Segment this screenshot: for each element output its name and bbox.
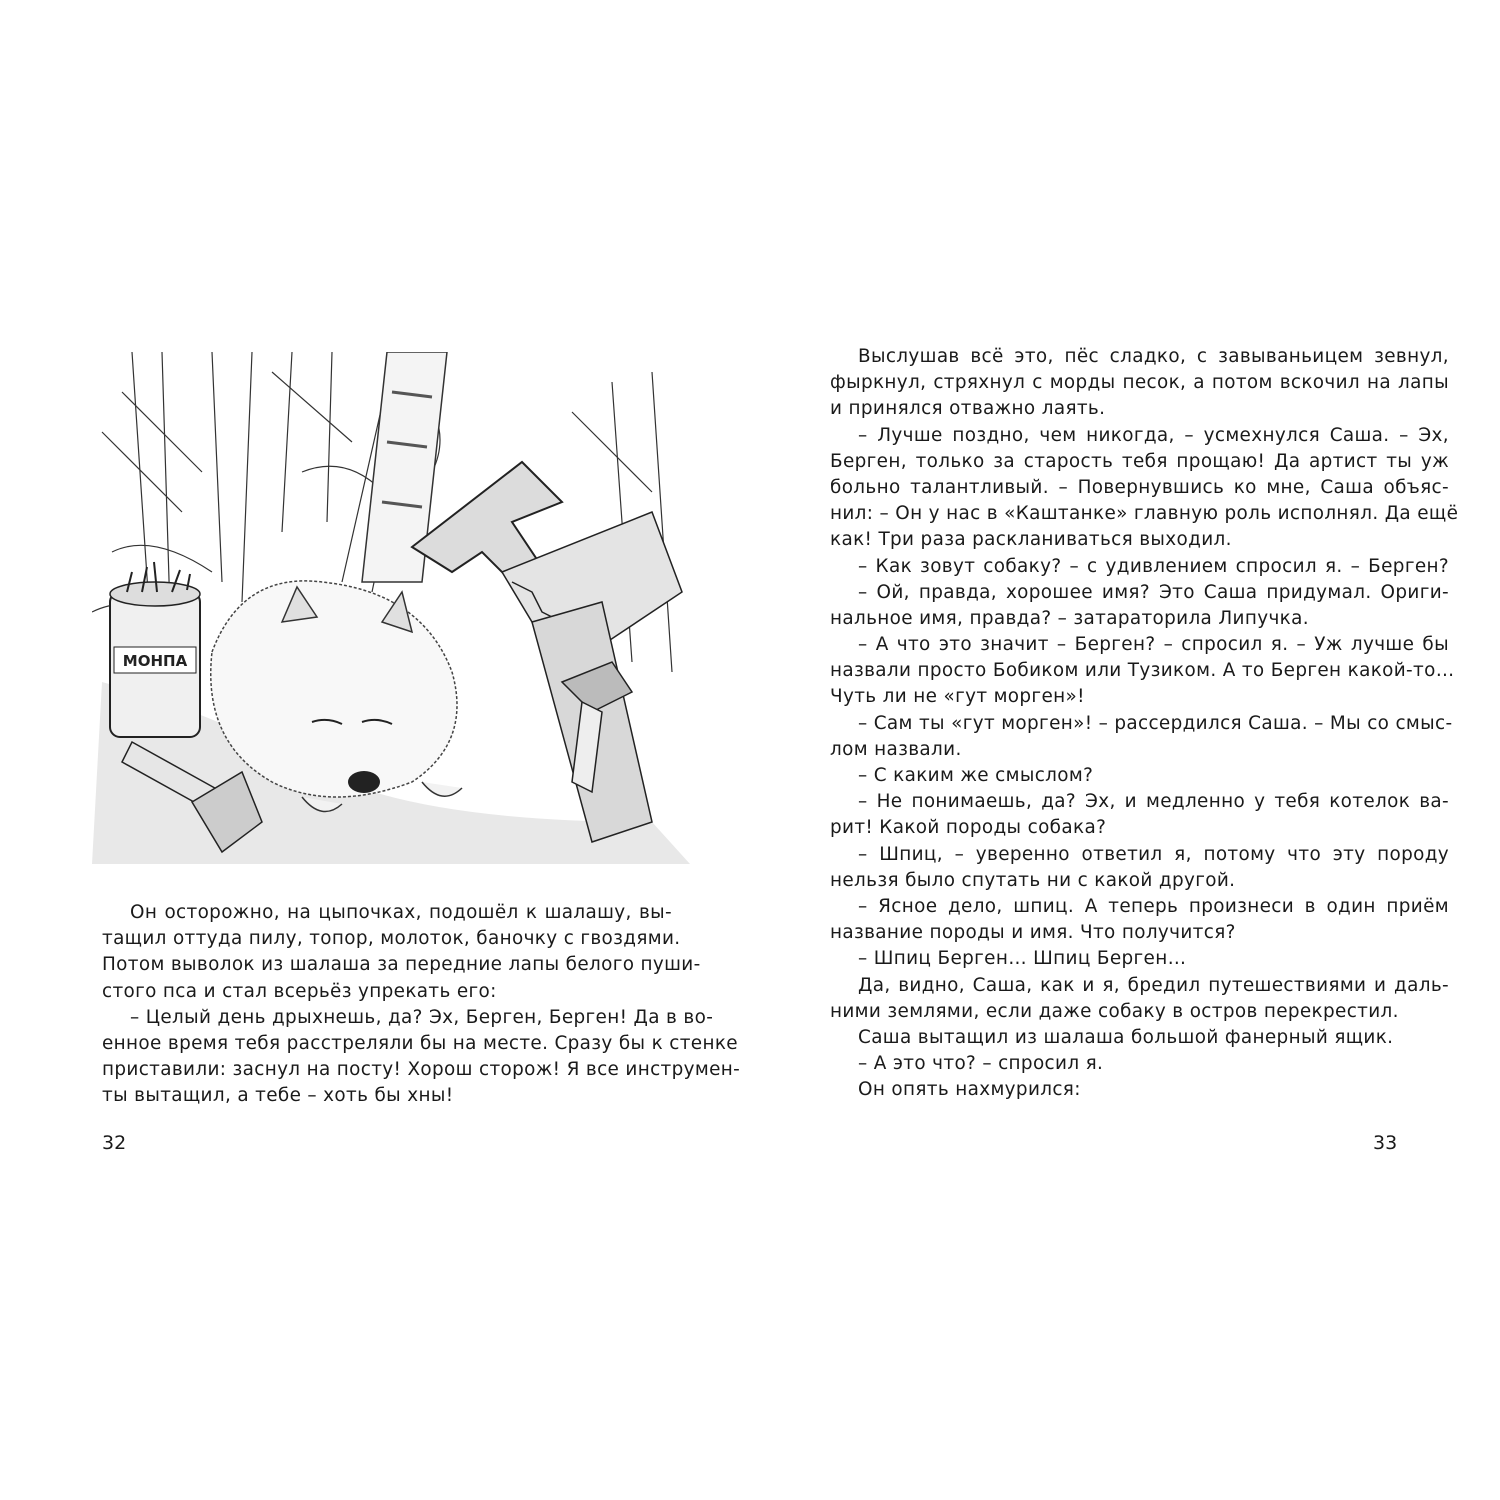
text-line: – Целый день дрыхнешь, да? Эх, Берген, Берген! Да в во- xyxy=(130,1006,714,1028)
right-page-text xyxy=(830,344,1459,1103)
text-line: Саша вытащил из шалаша большой фанерный ящик. xyxy=(858,1026,1394,1048)
text-line: Чуть ли не «гут морген»! xyxy=(830,686,1085,708)
text-line: Выслушав всё это, пёс сладко, с завываньицем зевнул, xyxy=(858,346,1449,367)
text-line: приставили: заснул на посту! Хорош сторож! Я все инструмен- xyxy=(102,1059,741,1081)
text-line: Берген, только за старость тебя прощаю! Да артист ты уж xyxy=(830,450,1449,472)
text-line: – А это что? – спросил я. xyxy=(858,1053,1104,1075)
dog-illustration xyxy=(92,352,690,864)
text-line: нальное имя, правда? – затараторила Липучка. xyxy=(830,607,1309,629)
right-page xyxy=(750,0,1500,1500)
text-line: ними землями, если даже собаку в остров перекрестил. xyxy=(830,1000,1399,1022)
text-line: енное время тебя расстреляли бы на месте. Сразу бы к стенке xyxy=(102,1032,738,1054)
left-page-text xyxy=(102,900,741,1110)
text-line: – Не понимаешь, да? Эх, и медленно у тебя котелок ва- xyxy=(858,791,1449,813)
page-number-left: 32 xyxy=(102,1132,127,1154)
text-line: – С каким же смыслом? xyxy=(858,765,1094,786)
text-line: как! Три раза раскланиваться выходил. xyxy=(830,529,1232,551)
sleeping-dog-sketch-icon xyxy=(92,352,690,864)
text-line: и принялся отважно лаять. xyxy=(830,398,1106,420)
text-line: Потом выволок из шалаша за передние лапы белого пуши- xyxy=(102,954,701,976)
text-line: – Как зовут собаку? – с удивлением спросил я. – Берген? xyxy=(858,555,1449,577)
can-label: МОНПА xyxy=(122,652,188,670)
text-line: лом назвали. xyxy=(830,738,962,760)
text-line: больно талантливый. – Повернувшись ко мне, Саша объяс- xyxy=(830,476,1449,498)
text-line: Он осторожно, на цыпочках, подошёл к шалашу, вы- xyxy=(130,902,672,923)
text-line: нил: – Он у нас в «Каштанке» главную роль исполнял. Да ещё xyxy=(830,503,1459,525)
text-line: ты вытащил, а тебе – хоть бы хны! xyxy=(102,1085,454,1107)
text-line: рит! Какой породы собака? xyxy=(830,817,1107,839)
text-line: фыркнул, стряхнул с морды песок, а потом вскочил на лапы xyxy=(830,372,1449,394)
text-line: – Ой, правда, хорошее имя? Это Саша придумал. Ориги- xyxy=(858,581,1449,603)
text-line: Да, видно, Саша, как и я, бредил путешествиями и даль- xyxy=(858,974,1449,996)
text-line: нельзя было спутать ни с какой другой. xyxy=(830,869,1236,891)
text-line: назвали просто Бобиком или Тузиком. А то Берген какой-то… xyxy=(830,660,1455,682)
page-number-right: 33 xyxy=(1373,1132,1398,1154)
text-line: название породы и имя. Что получится? xyxy=(830,922,1236,944)
text-line: тащил оттуда пилу, топор, молоток, баночку с гвоздями. xyxy=(102,928,681,950)
text-line: стого пса и стал всерьёз упрекать его: xyxy=(102,980,497,1002)
text-line: – Ясное дело, шпиц. А теперь произнеси в один приём xyxy=(858,895,1449,917)
text-line: Он опять нахмурился: xyxy=(858,1079,1081,1101)
text-line: – Шпиц, – уверенно ответил я, потому что эту породу xyxy=(858,843,1449,865)
text-line: – Сам ты «гут морген»! – рассердился Саша. – Мы со смыс- xyxy=(858,712,1453,734)
text-line: – Лучше поздно, чем никогда, – усмехнулся Саша. – Эх, xyxy=(858,424,1449,446)
text-line: – Шпиц Берген… Шпиц Берген… xyxy=(858,948,1187,970)
text-line: – А что это значит – Берген? – спросил я. – Уж лучше бы xyxy=(858,634,1449,656)
